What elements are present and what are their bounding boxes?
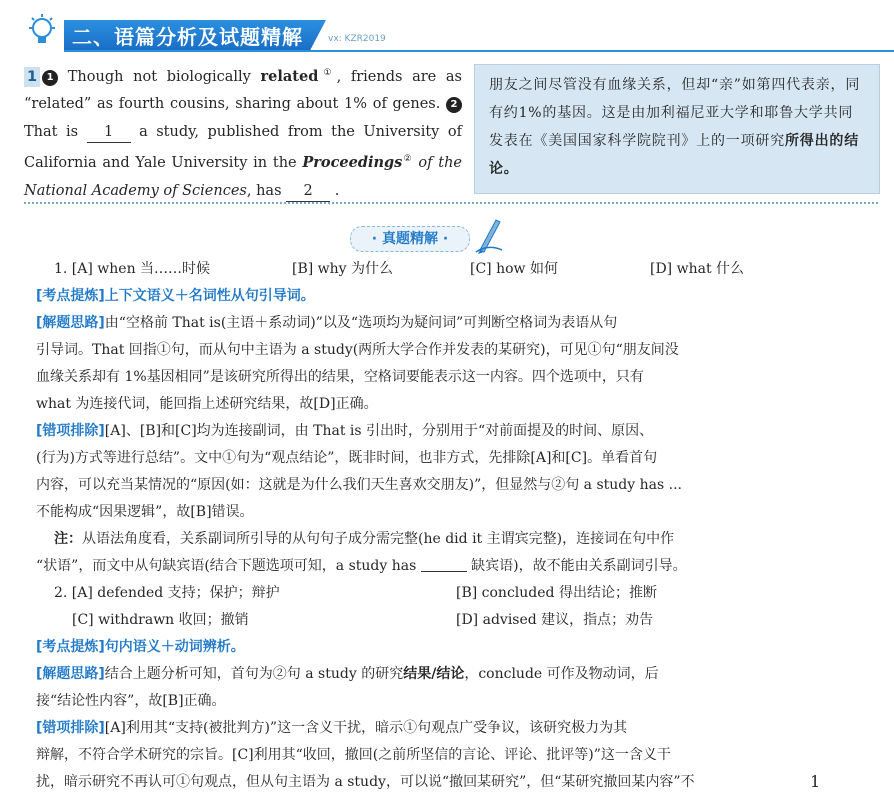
q1-wrong: [36, 418, 834, 445]
journal-title-rest: of the National Academy of Sciences: [24, 155, 462, 199]
translation-box: [474, 64, 880, 194]
q2-option-d: [D] advised 建议，指点；劝告: [456, 612, 654, 628]
q2-point: [36, 634, 834, 661]
q1-option-a: 1. [A] when 当……时候: [54, 261, 211, 277]
page-number: 1: [810, 772, 821, 791]
q1-note: [54, 526, 834, 553]
translation-text: [489, 71, 867, 183]
sentence-2-text-c: , has: [246, 182, 287, 199]
q2-option-a: 2. [A] defended 支持；保护；辩护: [54, 585, 280, 601]
sentence-1-text-a: Though not biologically: [67, 68, 261, 85]
footnote-1: ①: [318, 68, 337, 78]
lightbulb-icon: [26, 12, 58, 52]
pen-icon: [474, 214, 504, 254]
blank-2: 2: [286, 181, 330, 202]
sentence-marker-1: 1: [42, 70, 58, 86]
sentence-1-text-b: , friends are as “related” as fourth cousins, sharing about 1% of genes.: [24, 68, 462, 113]
sentence-2-text-b: a study, published from the University of California and Yale University in the: [24, 123, 462, 172]
q1-wrong-line-1: [A]、[B]和[C]均为连接副词，由 That is 引出时，分别用于“对前面提及的时间、原因、: [104, 423, 654, 439]
q1-point: [36, 283, 834, 310]
q1-idea-line-4: what 为连接代词，能回指上述研究结果，故[D]正确。: [36, 396, 378, 412]
q1-wrong-line-4: 不能构成“因果逻辑”，故[B]错误。: [36, 504, 254, 520]
q1-option-c: [C] how 如何: [470, 261, 558, 277]
q2-wrong-line-3: 扰，暗示研究不再认可①句观点，但从句主语为 a study，可以说“撤回某研究”，但“某研究撤回某内容”不: [36, 774, 695, 790]
q1-option-d: [D] what 什么: [650, 261, 745, 277]
watermark-text: vx: KZR2019: [328, 34, 386, 44]
q2-point-text: 句内语义＋动词辨析。: [104, 639, 245, 655]
footnote-2: ②: [402, 154, 413, 165]
section-badge: · 真题精解 ·: [350, 226, 470, 252]
q2-idea-bold: 结果/结论: [403, 666, 465, 682]
paragraph-number: 1: [24, 67, 40, 87]
passage-paragraph: [24, 60, 462, 205]
q1-point-text: 上下文语义＋名词性从句引导词。: [104, 288, 315, 304]
q2-wrong-label: [错项排除]: [36, 720, 105, 736]
journal-title: Proceedings: [302, 154, 403, 172]
q2-idea-line-1c: ，conclude 可作及物动词，后: [464, 666, 659, 682]
sentence-2-end: .: [330, 182, 340, 199]
q1-idea: [36, 310, 834, 337]
header-divider: [64, 50, 894, 52]
q2-options-row-1: [54, 580, 834, 607]
sentence-2-text-a: That is: [24, 123, 87, 140]
q1-wrong-line-3: 内容，可以充当某情况的“原因(如：这就是为什么我们天生喜欢交朋友)”，但显然与②句 a study has ...: [36, 477, 682, 493]
translation-part-a: 朋友之间尽管没有血缘关系，但却“亲”如第四代表亲，同有约1%的基因。这是由加利福尼亚大学和耶鲁大学共同发表在《美国国家科学院院刊》上的一项研究: [489, 77, 861, 149]
blank-1: 1: [87, 122, 131, 143]
q1-option-b: [B] why 为什么: [292, 261, 394, 277]
q1-idea-line-2: 引导词。That 回指①句，而从句中主语为 a study(两所大学合作并发表的某研究)，可见①句“朋友间没: [36, 342, 679, 358]
q2-idea-label: [解题思路]: [36, 666, 105, 682]
q1-note-line-1: 从语法角度看，关系副词所引导的从句句子成分需完整(he did it 主谓宾完整)，连接词在句中作: [82, 531, 675, 547]
q1-options: [54, 256, 834, 283]
keyword-related: related: [260, 67, 319, 85]
translation-highlight: 所得出的结论。: [489, 133, 859, 177]
q2-idea-line-2: 接“结论性内容”，故[B]正确。: [36, 693, 226, 709]
note-label: 注：: [54, 531, 82, 547]
section-title: 二、语篇分析及试题精解: [72, 25, 303, 49]
sentence-marker-2: 2: [446, 97, 462, 113]
q1-point-label: [考点提炼]: [36, 288, 105, 304]
q2-wrong: [36, 715, 834, 742]
analysis-section: [36, 256, 834, 796]
q2-wrong-line-2: 辩解，不符合学术研究的宗旨。[C]利用其“收回，撤回(之前所坚信的言论、评论、批评等)”这一含义干: [36, 747, 671, 763]
q1-note-line-2: [36, 553, 834, 580]
q2-wrong-line-1: [A]利用其“支持(被批判方)”这一含义干扰，暗示①句观点广受争议，该研究极力为其: [104, 720, 628, 736]
q1-note-line-2a: “状语”，而文中从句缺宾语(结合下题选项可知，a study has: [36, 558, 421, 574]
q1-wrong-line-2: (行为)方式等进行总结”。文中①句为“观点结论”，既非时间，也非方式，先排除[A]和[C]。单看首句: [36, 450, 658, 466]
q1-idea-line-3: 血缘关系却有 1%基因相同”是该研究所得出的结果，空格词要能表示这一内容。四个选项中，只有: [36, 369, 644, 385]
q1-idea-line-1: 由“空格前 That is(主语＋系动词)”以及“选项均为疑问词”可判断空格词为表语从句: [104, 315, 618, 331]
q2-point-label: [考点提炼]: [36, 639, 105, 655]
note-blank: [421, 557, 467, 572]
q2-idea-line-1a: 结合上题分析可知，首句为②句 a study 的研究: [104, 666, 404, 682]
q2-option-c: [C] withdrawn 收回；撤销: [72, 612, 249, 628]
section-header: [20, 12, 880, 56]
q1-wrong-label: [错项排除]: [36, 423, 105, 439]
q2-option-b: [B] concluded 得出结论；推断: [456, 585, 657, 601]
q1-idea-label: [解题思路]: [36, 315, 105, 331]
q2-options-row-2: [54, 607, 834, 634]
q2-idea: [36, 661, 834, 688]
q1-note-line-2b: 缺宾语)，故不能由关系副词引导。: [466, 558, 687, 574]
dotted-divider: [24, 202, 878, 204]
